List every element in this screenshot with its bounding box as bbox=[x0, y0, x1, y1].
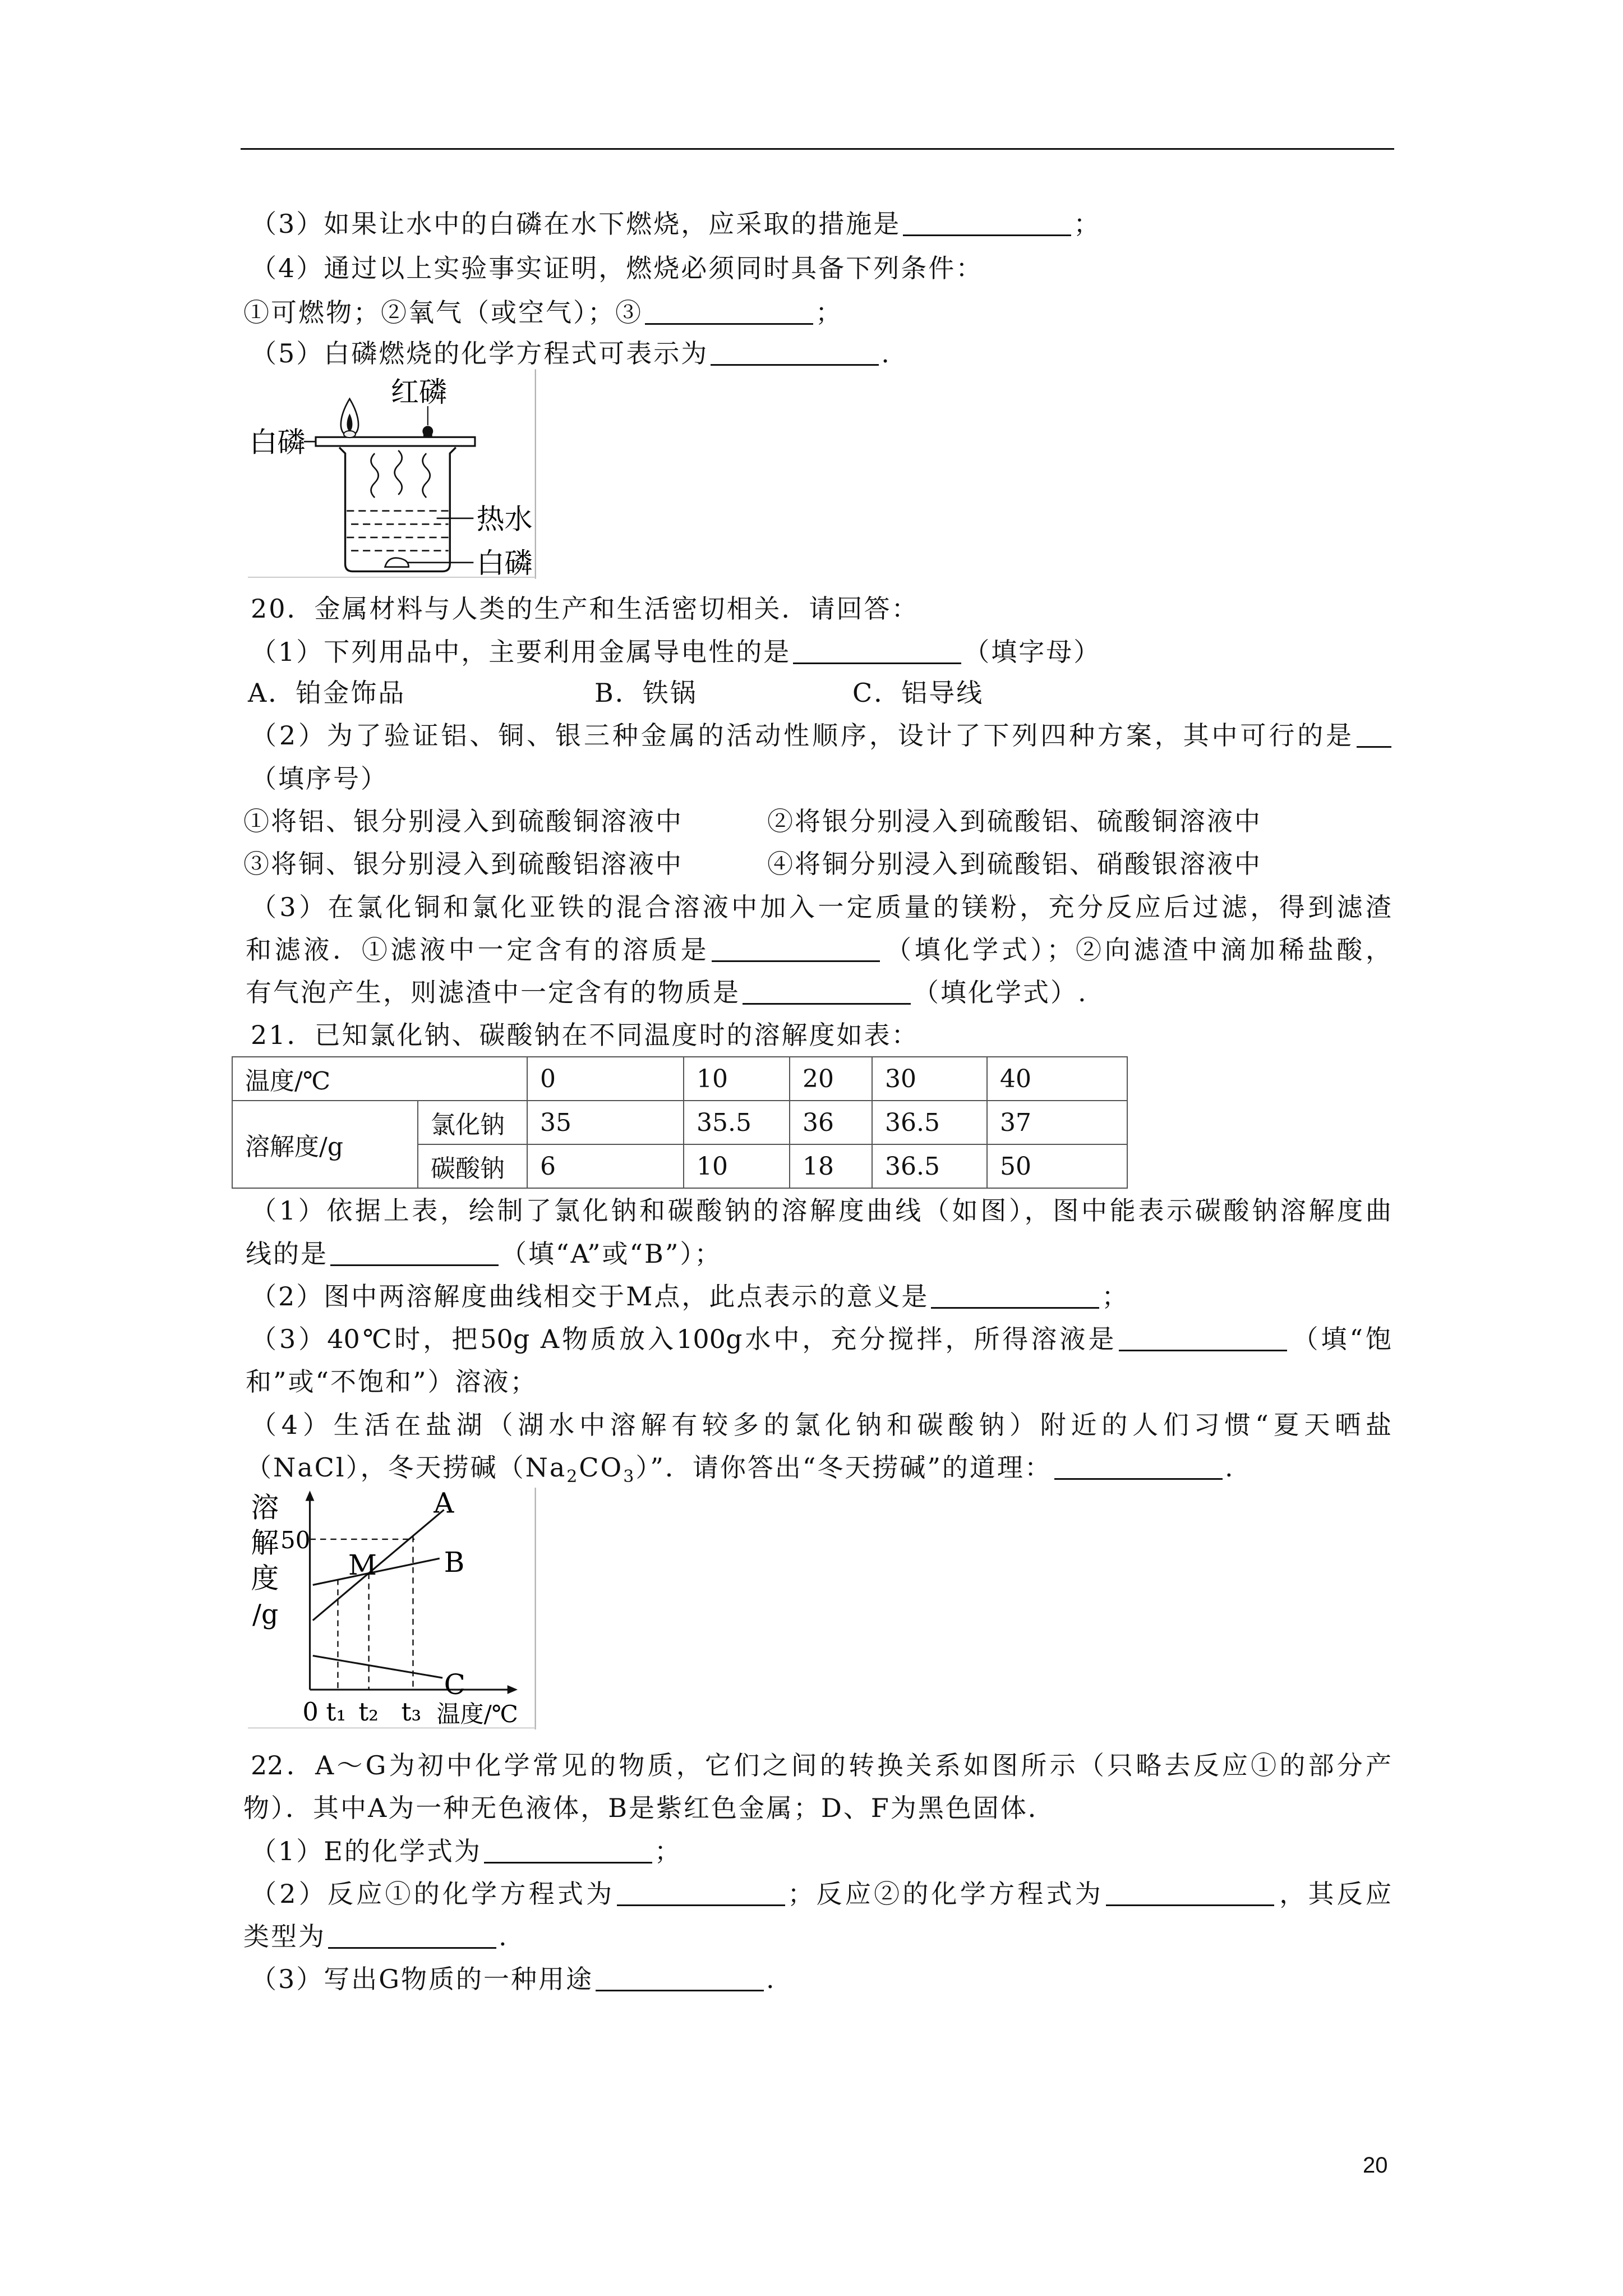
subscript: 2 bbox=[566, 1467, 579, 1487]
answer-blank bbox=[903, 212, 1071, 236]
table-cell: 36.5 bbox=[872, 1144, 987, 1188]
curve-c bbox=[313, 1656, 442, 1678]
question-text: （1）E的化学式为 bbox=[251, 1836, 482, 1866]
q20-option-c: C．铝导线 bbox=[852, 678, 984, 708]
table-cell: 36 bbox=[790, 1101, 872, 1144]
q20-scheme-1: ①将铝、银分别浸入到硫酸铜溶液中 bbox=[243, 806, 683, 836]
curve-b-label: B bbox=[444, 1545, 465, 1579]
q19-item-4: （4）通过以上实验事实证明，燃烧必须同时具备下列条件： bbox=[251, 253, 984, 283]
question-text: ，其反应 bbox=[1276, 1879, 1391, 1909]
x-tick-label: t₂ bbox=[358, 1697, 379, 1727]
answer-blank bbox=[931, 1285, 1099, 1309]
white-phosphorus-lump bbox=[344, 431, 356, 438]
q22-item-2-line-1 bbox=[251, 1878, 1391, 1910]
vapor-icon bbox=[423, 453, 430, 498]
table-cell: 35.5 bbox=[684, 1101, 790, 1144]
table-cell: 10 bbox=[684, 1144, 790, 1188]
table-cell: 37 bbox=[987, 1101, 1127, 1144]
question-text: ； bbox=[1073, 209, 1101, 239]
answer-blank bbox=[328, 1925, 496, 1949]
subscript: 3 bbox=[623, 1467, 636, 1487]
answer-blank bbox=[1119, 1327, 1287, 1351]
question-text: 线的是 bbox=[246, 1239, 328, 1269]
q21-item-1-line-1: （1）依据上表，绘制了氯化钠和碳酸钠的溶解度曲线（如图），图中能表示碳酸钠溶解度曲 bbox=[251, 1195, 1391, 1226]
q20-title: 20．金属材料与人类的生产和生活密切相关．请回答： bbox=[251, 593, 919, 624]
question-text: ）”．请你答出“冬天捞碱”的道理： bbox=[635, 1452, 1052, 1483]
answer-blank bbox=[712, 938, 880, 962]
answer-blank bbox=[330, 1242, 499, 1266]
question-text: . bbox=[1224, 1452, 1235, 1483]
q20-scheme-4: ④将铜分别浸入到硫酸铝、硝酸银溶液中 bbox=[767, 849, 1262, 879]
y-axis-label-char: 解 bbox=[251, 1526, 279, 1559]
curve-a-label: A bbox=[434, 1488, 454, 1520]
table-cell: 36.5 bbox=[872, 1101, 987, 1144]
question-text: （3）写出G物质的一种用途 bbox=[251, 1964, 594, 1994]
x-tick-label: t₁ bbox=[326, 1697, 347, 1727]
table-row bbox=[232, 1101, 1127, 1144]
answer-blank bbox=[596, 1967, 764, 1991]
table-cell: 50 bbox=[987, 1144, 1127, 1188]
q21-item-3-line-1 bbox=[251, 1323, 1391, 1355]
table-cell: 40 bbox=[987, 1057, 1127, 1101]
y-axis-label-char: /g bbox=[252, 1599, 279, 1630]
q19-item-5 bbox=[251, 338, 891, 369]
question-text: （填“A”或“B”）； bbox=[501, 1239, 722, 1269]
table-cell: 10 bbox=[684, 1057, 790, 1101]
table-cell: 0 bbox=[527, 1057, 684, 1101]
answer-blank bbox=[1357, 724, 1391, 748]
x-tick-label: t₃ bbox=[401, 1697, 422, 1727]
copper-plate bbox=[316, 437, 475, 446]
question-text: （3）如果让水中的白磷在水下燃烧，应采取的措施是 bbox=[251, 209, 901, 239]
table-row-label: 碳酸钠 bbox=[418, 1144, 527, 1188]
white-phosphorus-underwater bbox=[385, 558, 409, 567]
table-cell: 20 bbox=[790, 1057, 872, 1101]
curve-c-label: C bbox=[444, 1668, 465, 1701]
answer-blank bbox=[1054, 1456, 1223, 1480]
answer-blank bbox=[484, 1839, 652, 1864]
answer-blank bbox=[793, 640, 961, 664]
q21-item-4-line-1: （4）生活在盐湖（湖水中溶解有较多的氯化钠和碳酸钠）附近的人们习惯“夏天晒盐 bbox=[251, 1410, 1391, 1440]
question-text: （1）下列用品中，主要利用金属导电性的是 bbox=[251, 637, 791, 667]
question-text: （填化学式）. bbox=[913, 977, 1088, 1007]
q22-item-2-line-2 bbox=[243, 1921, 509, 1952]
table-cell: 30 bbox=[872, 1057, 987, 1101]
question-text: （NaCl），冬天捞碱（Na bbox=[246, 1452, 567, 1483]
curve-a bbox=[313, 1510, 444, 1620]
question-text: 类型为 bbox=[243, 1921, 326, 1952]
question-text: ； bbox=[815, 297, 843, 328]
q20-item-3-line-3 bbox=[246, 977, 1088, 1008]
table-header-label: 温度/℃ bbox=[232, 1057, 527, 1101]
table-cell: 35 bbox=[527, 1101, 684, 1144]
q22-line-1: 22．A～G为初中化学常见的物质，它们之间的转换关系如图所示（只略去反应①的部分产 bbox=[251, 1750, 1391, 1780]
question-text: （填“饱 bbox=[1289, 1324, 1391, 1354]
label-white-phosphorus-top: 白磷 bbox=[249, 426, 306, 459]
q20-item-3-line-1: （3）在氯化铜和氯化亚铁的混合溶液中加入一定质量的镁粉，充分反应后过滤，得到滤渣 bbox=[251, 892, 1391, 922]
q20-item-3-line-2 bbox=[246, 934, 1391, 965]
answer-blank bbox=[743, 981, 911, 1005]
q20-scheme-2: ②将银分别浸入到硫酸铝、硫酸铜溶液中 bbox=[767, 806, 1262, 836]
solubility-table bbox=[232, 1056, 1128, 1189]
table-group-label: 溶解度/g bbox=[232, 1101, 418, 1188]
label-red-phosphorus: 红磷 bbox=[391, 376, 447, 409]
q20-item-2-hint: （填序号） bbox=[251, 763, 388, 794]
table-cell: 18 bbox=[790, 1144, 872, 1188]
arrow-up-icon bbox=[306, 1490, 315, 1501]
question-text: CO bbox=[579, 1452, 624, 1483]
q21-item-2 bbox=[251, 1281, 1129, 1312]
table-row bbox=[232, 1057, 1127, 1101]
answer-blank bbox=[711, 342, 879, 366]
y-tick-label: 50 bbox=[280, 1526, 311, 1554]
question-text: （2）反应①的化学方程式为 bbox=[251, 1879, 615, 1909]
q20-item-2 bbox=[251, 720, 1391, 751]
q22-item-3 bbox=[251, 1963, 776, 1995]
question-text: （3）40℃时，把50g A物质放入100g水中，充分搅拌，所得溶液是 bbox=[251, 1324, 1117, 1354]
question-text: 有气泡产生，则滤渣中一定含有的物质是 bbox=[246, 977, 740, 1007]
q19-item-4-conditions bbox=[243, 297, 843, 328]
q21-item-1-line-2 bbox=[246, 1238, 722, 1269]
q22-line-2: 物）．其中A为一种无色液体，B是紫红色金属；D、F为黑色固体． bbox=[243, 1793, 1055, 1823]
vapor-icon bbox=[371, 453, 379, 498]
q22-item-1 bbox=[251, 1835, 682, 1867]
answer-blank bbox=[617, 1882, 785, 1906]
table-cell: 6 bbox=[527, 1144, 684, 1188]
header-rule bbox=[241, 148, 1394, 150]
question-text: ①可燃物；②氧气（或空气）；③ bbox=[243, 297, 643, 328]
arrow-right-icon bbox=[508, 1685, 518, 1694]
question-text: ； bbox=[1101, 1281, 1129, 1312]
answer-blank bbox=[1106, 1882, 1274, 1906]
question-text: ；反应②的化学方程式为 bbox=[787, 1879, 1104, 1909]
question-text: ； bbox=[654, 1836, 682, 1866]
page-number: 20 bbox=[1363, 2153, 1388, 2178]
label-hot-water: 热水 bbox=[476, 503, 533, 536]
intersection-m-label: M bbox=[348, 1549, 377, 1582]
combustion-experiment-figure bbox=[248, 369, 538, 579]
question-text: （2）图中两溶解度曲线相交于M点，此点表示的意义是 bbox=[251, 1281, 929, 1312]
question-text: （5）白磷燃烧的化学方程式可表示为 bbox=[251, 338, 709, 369]
x-tick-label: 0 bbox=[302, 1697, 319, 1727]
q20-item-1 bbox=[251, 636, 1101, 668]
question-text: . bbox=[881, 338, 891, 369]
question-text: （填字母） bbox=[963, 637, 1101, 667]
solubility-curve-figure bbox=[248, 1488, 538, 1729]
y-axis-label-char: 溶 bbox=[251, 1491, 279, 1524]
x-axis-label: 温度/℃ bbox=[436, 1700, 518, 1728]
q20-option-b: B．铁锅 bbox=[594, 678, 698, 708]
q21-title: 21．已知氯化钠、碳酸钠在不同温度时的溶解度如表： bbox=[251, 1020, 919, 1050]
question-text: . bbox=[766, 1964, 776, 1994]
flame-core-icon bbox=[347, 413, 352, 431]
question-text: 和滤液．①滤液中一定含有的溶质是 bbox=[246, 935, 710, 965]
vapor-icon bbox=[395, 450, 402, 495]
label-white-phosphorus-bottom: 白磷 bbox=[476, 547, 533, 579]
q21-item-3-line-2: 和”或“不饱和”）溶液； bbox=[246, 1366, 538, 1397]
question-text: （填化学式）；②向滤渣中滴加稀盐酸， bbox=[882, 935, 1392, 965]
table-row-label: 氯化钠 bbox=[418, 1101, 527, 1144]
q21-item-4-line-2 bbox=[246, 1452, 1235, 1487]
answer-blank bbox=[645, 301, 813, 325]
y-axis-label-char: 度 bbox=[251, 1562, 279, 1595]
question-text: （2）为了验证铝、铜、银三种金属的活动性顺序，设计了下列四种方案，其中可行的是 bbox=[251, 720, 1354, 751]
q19-item-3 bbox=[251, 208, 1101, 240]
hot-water bbox=[347, 511, 448, 551]
q20-scheme-3: ③将铜、银分别浸入到硫酸铝溶液中 bbox=[243, 849, 683, 879]
question-text: . bbox=[499, 1921, 509, 1952]
red-phosphorus-base bbox=[423, 431, 432, 438]
q20-option-a: A．铂金饰品 bbox=[248, 678, 406, 708]
